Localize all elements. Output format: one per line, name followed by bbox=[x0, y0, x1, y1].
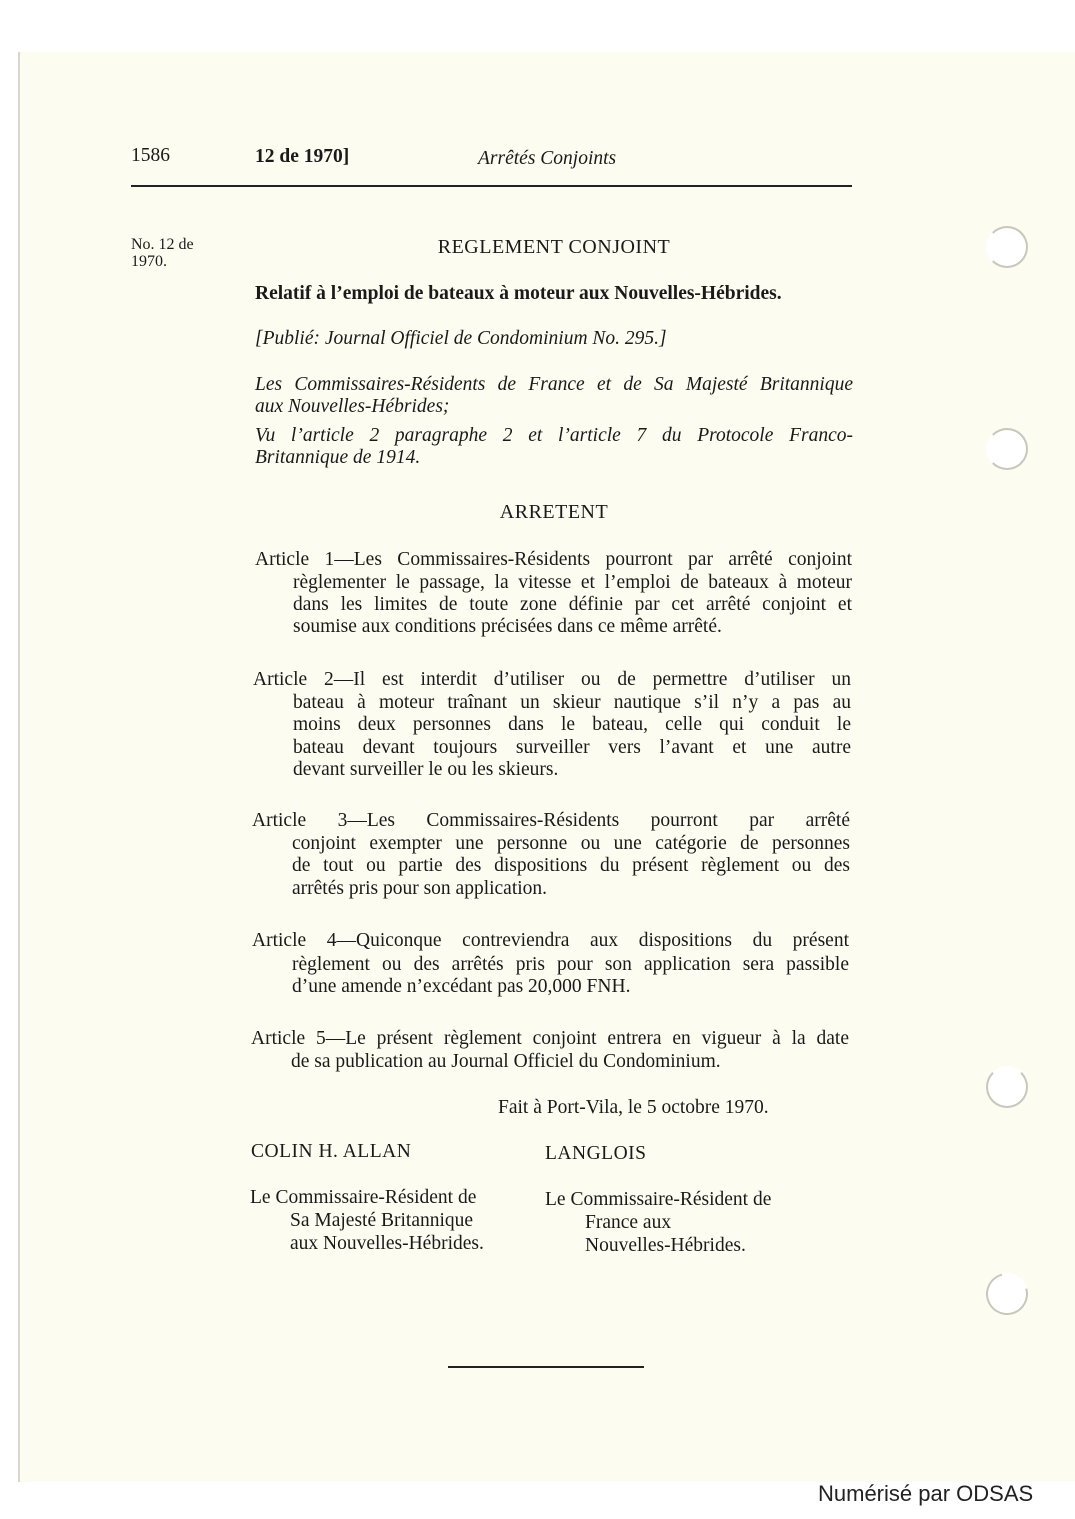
arretent-heading: ARRETENT bbox=[499, 501, 609, 523]
punch-hole bbox=[986, 1066, 1028, 1108]
watermark: Numérisé par ODSAS bbox=[818, 1481, 1034, 1506]
place-date: Fait à Port-Vila, le 5 octobre 1970. bbox=[498, 1097, 769, 1118]
margin-note-line: 1970. bbox=[131, 253, 167, 270]
article-4-line: règlement ou des arrêtés pris pour son application sera passible bbox=[292, 954, 849, 975]
preamble-line: Britannique de 1914. bbox=[255, 447, 421, 468]
article-2-line: devant surveiller le ou les skieurs. bbox=[293, 759, 559, 780]
article-5-line: Article 5—Le présent règlement conjoint entrera en vigueur à la date bbox=[251, 1028, 849, 1049]
signatory-title: Le Commissaire-Résident de bbox=[250, 1187, 477, 1208]
signatory-title: Sa Majesté Britannique bbox=[290, 1210, 474, 1231]
signatory-name: LANGLOIS bbox=[545, 1143, 647, 1164]
article-4-line: Article 4—Quiconque contreviendra aux dispositions du présent bbox=[252, 930, 849, 951]
preamble-line: Les Commissaires-Résidents de France et de Sa Majesté Britannique bbox=[255, 374, 853, 395]
signatory-name: COLIN H. ALLAN bbox=[251, 1141, 412, 1162]
article-2-line: moins deux personnes dans le bateau, celle qui conduit le bbox=[293, 714, 851, 735]
article-1-line: règlementer le passage, la vitesse et l’emploi de bateaux à moteur bbox=[293, 572, 852, 593]
header-section: Arrêtés Conjoints bbox=[478, 148, 617, 169]
margin-note bbox=[131, 236, 194, 270]
end-rule bbox=[448, 1366, 644, 1368]
document-title: REGLEMENT CONJOINT bbox=[437, 236, 671, 258]
article-3-line: Article 3—Les Commissaires-Résidents pourront par arrêté bbox=[252, 810, 850, 831]
signatory-title: France aux bbox=[585, 1212, 672, 1233]
page-number: 1586 bbox=[131, 145, 170, 166]
margin-note-line: No. 12 de bbox=[131, 236, 194, 253]
article-1-line: soumise aux conditions précisées dans ce même arrêté. bbox=[293, 616, 722, 637]
signatory-title: Le Commissaire-Résident de bbox=[545, 1189, 772, 1210]
punch-hole bbox=[986, 226, 1028, 268]
preamble-line: Vu l’article 2 paragraphe 2 et l’article 7 du Protocole Franco- bbox=[255, 425, 853, 446]
article-2-line: Article 2—Il est interdit d’utiliser ou de permettre d’utiliser un bbox=[253, 669, 851, 690]
signatory-title: aux Nouvelles-Hébrides. bbox=[290, 1233, 484, 1254]
document-subtitle: Relatif à l’emploi de bateaux à moteur aux Nouvelles-Hébrides. bbox=[255, 283, 782, 304]
punch-hole bbox=[986, 428, 1028, 470]
article-2-line: bateau à moteur traînant un skieur nautique s’il n’y a pas au bbox=[293, 692, 851, 713]
signatory-title: Nouvelles-Hébrides. bbox=[585, 1235, 746, 1256]
article-3-line: arrêtés pris pour son application. bbox=[292, 878, 548, 899]
article-1-line: dans les limites de toute zone définie par cet arrêté conjoint et bbox=[293, 594, 852, 615]
header-rule bbox=[131, 185, 852, 187]
article-4-line: d’une amende n’excédant pas 20,000 FNH. bbox=[292, 976, 631, 997]
article-1-line: Article 1—Les Commissaires-Résidents pourront par arrêté conjoint bbox=[255, 549, 852, 570]
article-3-line: de tout ou partie des dispositions du présent règlement ou des bbox=[292, 855, 850, 876]
article-3-line: conjoint exempter une personne ou une catégorie de personnes bbox=[292, 833, 850, 854]
header-reference: 12 de 1970] bbox=[255, 146, 350, 167]
publication-note: [Publié: Journal Officiel de Condominium No. 295.] bbox=[255, 328, 667, 349]
preamble-line: aux Nouvelles-Hébrides; bbox=[255, 396, 450, 417]
article-2-line: bateau devant toujours surveiller vers l’avant et une autre bbox=[293, 737, 851, 758]
article-5-line: de sa publication au Journal Officiel du Condominium. bbox=[291, 1051, 721, 1072]
